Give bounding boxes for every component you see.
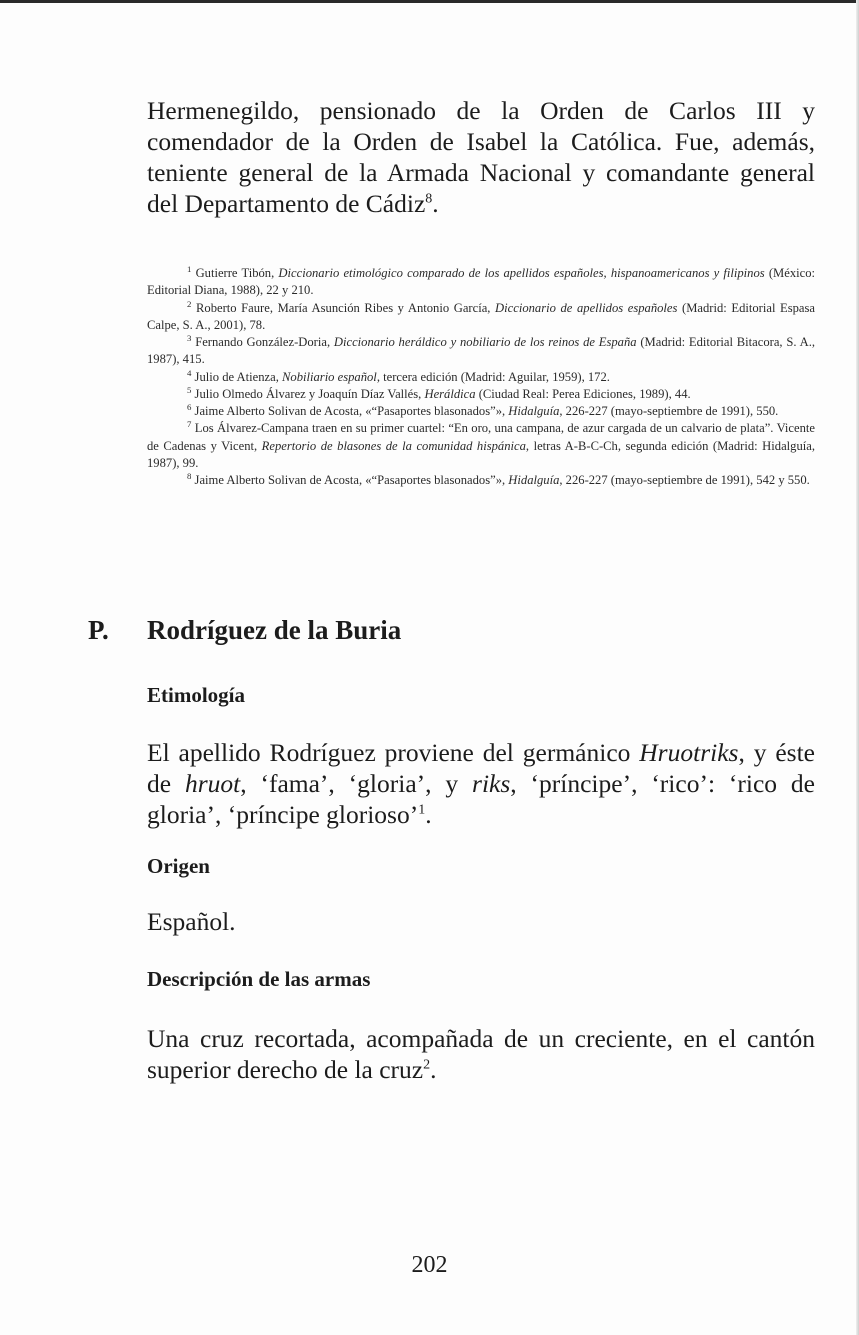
heading-descripcion-armas: Descripción de las armas xyxy=(147,967,371,991)
footnote: $^6$ Jaime Alberto Solivan de Acosta, «“Pasaportes blasonados”», Hidalguía, 226-227 (mayo-septiembre de 1991), 550. xyxy=(187,401,779,418)
footnote: $^2$ Roberto Faure, María Asunción Ribes y Antonio García, Diccionario de apellidos españoles (Madrid: Editorial Espasa Calpe, S. A., 2001), 78. xyxy=(147,298,815,332)
heading-etimologia: Etimología xyxy=(147,683,245,707)
origen-paragraph: Español. xyxy=(147,907,236,936)
footnote: $^3$ Fernando González-Doria, Diccionario heráldico y nobiliario de los reinos de España (Madrid: Editorial Bitacora, S. A., 1987), 415. xyxy=(147,332,816,367)
footnote: $^7$ Los Álvarez-Campana traen en su primer cuartel: “En oro, una campana, de azur cargada de un calvario de plata”. Vicente de Cadenas y Vicent, Repertorio de blasones de la comunidad hispánica, letras A-B-C-Ch, segunda edición (Madrid: Hidalguía, 1987), 99. xyxy=(147,419,815,470)
heading-origen: Origen xyxy=(147,854,210,878)
footnote-ref: 8 xyxy=(425,191,433,207)
footnote: $^8$ Jaime Alberto Solivan de Acosta, «“Pasaportes blasonados”», Hidalguía, 226-227 (mayo-septiembre de 1991), 542 y 550. xyxy=(187,470,810,487)
footnote-ref: 1 xyxy=(418,802,426,818)
top-border xyxy=(0,0,859,3)
footnotes xyxy=(147,265,815,489)
footnote: $^4$ Julio de Atienza, Nobiliario español, tercera edición (Madrid: Aguilar, 1959), 172. xyxy=(187,367,610,384)
continued-paragraph: Hermenegildo, pensionado de la Orden de Carlos III y comendador de la Orden de Isabel la Católica. Fue, además, teniente general de la Armada Nacional y comandante general del Departamento de Cádiz$^8$. xyxy=(147,96,815,218)
footnote-ref: 2 xyxy=(423,1057,431,1073)
footnote: $^1$ Gutierre Tibón, Diccionario etimológico comparado de los apellidos españoles, hispanoamericanos y filipinos (México: Editorial Diana, 1988), 22 y 210. xyxy=(147,263,815,298)
etimologia-paragraph: El apellido Rodríguez proviene del germánico Hruotriks, y éste de hruot, ‘fama’, ‘gloria’, y riks, ‘príncipe’, ‘rico’: ‘rico de gloria’, ‘príncipe glorioso’$^1$. xyxy=(147,738,815,829)
page-number: 202 xyxy=(411,1252,448,1278)
section-letter: P. xyxy=(88,615,109,645)
section-title: Rodríguez de la Buria xyxy=(147,615,402,645)
footnote: $^5$ Julio Olmedo Álvarez y Joaquín Díaz Vallés, Heráldica (Ciudad Real: Perea Ediciones, 1989), 44. xyxy=(187,384,691,401)
armas-paragraph: Una cruz recortada, acompañada de un creciente, en el cantón superior derecho de la cruz$^2$. xyxy=(147,1024,815,1084)
